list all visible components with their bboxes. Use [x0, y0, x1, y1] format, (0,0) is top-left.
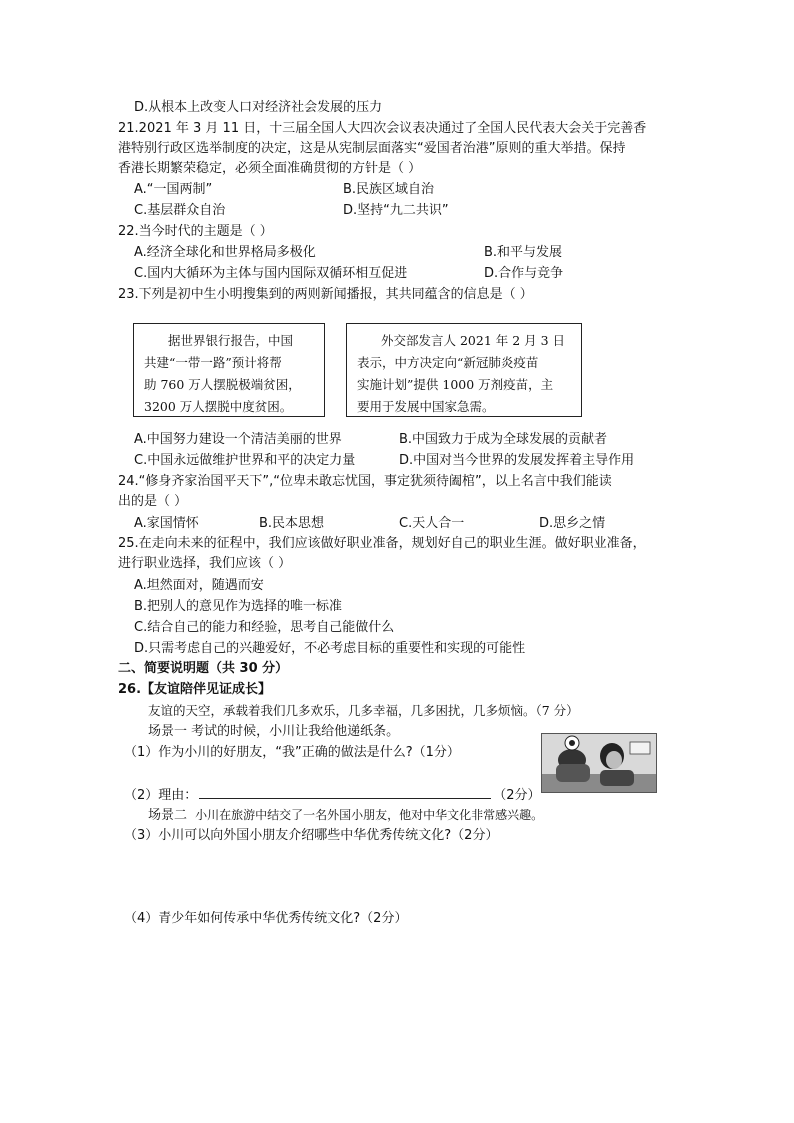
q23-option-a: A.中国努力建设一个清洁美丽的世界	[134, 432, 342, 447]
q23-stem: 23.下列是初中生小明搜集到的两则新闻播报，其共同蕴含的信息是（ ）	[118, 287, 533, 302]
q21-option-d: D.坚持“九二共识”	[343, 203, 449, 218]
q23-option-c: C.中国永远做维护世界和平的决定力量	[134, 453, 356, 468]
q26-sub2-suffix: （2分）	[493, 788, 541, 803]
q26-sub2	[124, 784, 541, 806]
q25-option-d: D.只需考虑自己的兴趣爱好，不必考虑目标的重要性和实现的可能性	[134, 641, 526, 656]
q26-title: 26.【友谊陪伴见证成长】	[118, 682, 272, 697]
news1-line: 共建“一带一路”预计将帮	[144, 355, 282, 370]
exam-scene-drawing	[542, 734, 656, 792]
answer-blank[interactable]	[199, 784, 491, 799]
news2-line: 外交部发言人 2021 年 2 月 3 日	[381, 333, 566, 348]
q25-stem-line2: 进行职业选择，我们应该（ ）	[118, 556, 292, 571]
q22-option-c: C.国内大循环为主体与国内国际双循环相互促进	[134, 266, 408, 281]
news-box-1	[133, 323, 325, 417]
q24-stem-line1: 24.“修身齐家治国平天下”,“位卑未敢忘忧国，事定犹须待阖棺”，以上名言中我们能读	[118, 474, 612, 489]
news2-line: 实施计划”提供 1000 万剂疫苗，主	[357, 377, 554, 392]
q22-option-b: B.和平与发展	[484, 245, 563, 260]
news2-line: 要用于发展中国家急需。	[357, 399, 495, 414]
q26-scene2	[148, 805, 543, 826]
news-box-2	[346, 323, 582, 417]
q26-intro: 友谊的天空，承载着我们几多欢乐，几多幸福，几多困扰，几多烦恼。（7 分）	[148, 703, 579, 718]
q21-option-a: A.“一国两制”	[134, 182, 213, 197]
q26-scene1: 场景一 考试的时候，小川让我给他递纸条。	[148, 724, 400, 739]
news1-line: 助 760 万人摆脱极端贫困，	[144, 377, 301, 392]
exam-scene-illustration	[541, 733, 657, 793]
q26-scene2-text: 小川在旅游中结交了一名外国小朋友，他对中华文化非常感兴趣。	[195, 808, 544, 822]
section-title: 二、简要说明题（共 30 分）	[118, 661, 289, 676]
q21-stem-line3: 香港长期繁荣稳定，必须全面准确贯彻的方针是（ ）	[118, 161, 422, 176]
q26-sub3: （3）小川可以向外国小朋友介绍哪些中华优秀传统文化?（2分）	[124, 828, 499, 843]
q23-option-d: D.中国对当今世界的发展发挥着主导作用	[399, 453, 635, 468]
news1-line: 3200 万人摆脱中度贫困。	[144, 399, 293, 414]
q22-stem: 22.当今时代的主题是（ ）	[118, 224, 273, 239]
q21-stem-line2: 港特别行政区选举制度的决定，这是从宪制层面落实“爱国者治港”原则的重大举措。保持	[118, 141, 626, 156]
q21-option-b: B.民族区域自治	[343, 182, 435, 197]
q26-sub2-prefix: （2）理由：	[124, 788, 198, 803]
q22-option-d: D.合作与竞争	[484, 266, 564, 281]
news1-line: 据世界银行报告，中国	[168, 333, 294, 348]
q25-stem-line1: 25.在走向未来的征程中，我们应该做好职业准备，规划好自己的职业生涯。做好职业准备，	[118, 536, 646, 551]
q25-option-b: B.把别人的意见作为选择的唯一标准	[134, 599, 343, 614]
q24-option-c: C.天人合一	[399, 516, 465, 531]
q26-sub4: （4）青少年如何传承中华优秀传统文化?（2分）	[124, 911, 408, 926]
q20-option-d: D.从根本上改变人口对经济社会发展的压力	[134, 100, 383, 115]
q23-option-b: B.中国致力于成为全球发展的贡献者	[399, 432, 608, 447]
q24-option-d: D.思乡之情	[539, 516, 606, 531]
q26-scene2-label: 场景二	[148, 808, 188, 823]
q26-sub1: （1）作为小川的好朋友，“我”正确的做法是什么?（1分）	[124, 745, 460, 760]
q25-option-c: C.结合自己的能力和经验，思考自己能做什么	[134, 620, 395, 635]
q22-option-a: A.经济全球化和世界格局多极化	[134, 245, 316, 260]
q21-stem-line1: 21.2021 年 3 月 11 日，十三届全国人大四次会议表决通过了全国人民代表大会关于完善香	[118, 121, 647, 136]
q24-stem-line2: 出的是（ ）	[118, 494, 188, 509]
q24-option-a: A.家国情怀	[134, 516, 199, 531]
news2-line: 表示，中方决定向“新冠肺炎疫苗	[357, 355, 539, 370]
q25-option-a: A.坦然面对，随遇而安	[134, 578, 264, 593]
q24-option-b: B.民本思想	[259, 516, 325, 531]
q21-option-c: C.基层群众自治	[134, 203, 226, 218]
